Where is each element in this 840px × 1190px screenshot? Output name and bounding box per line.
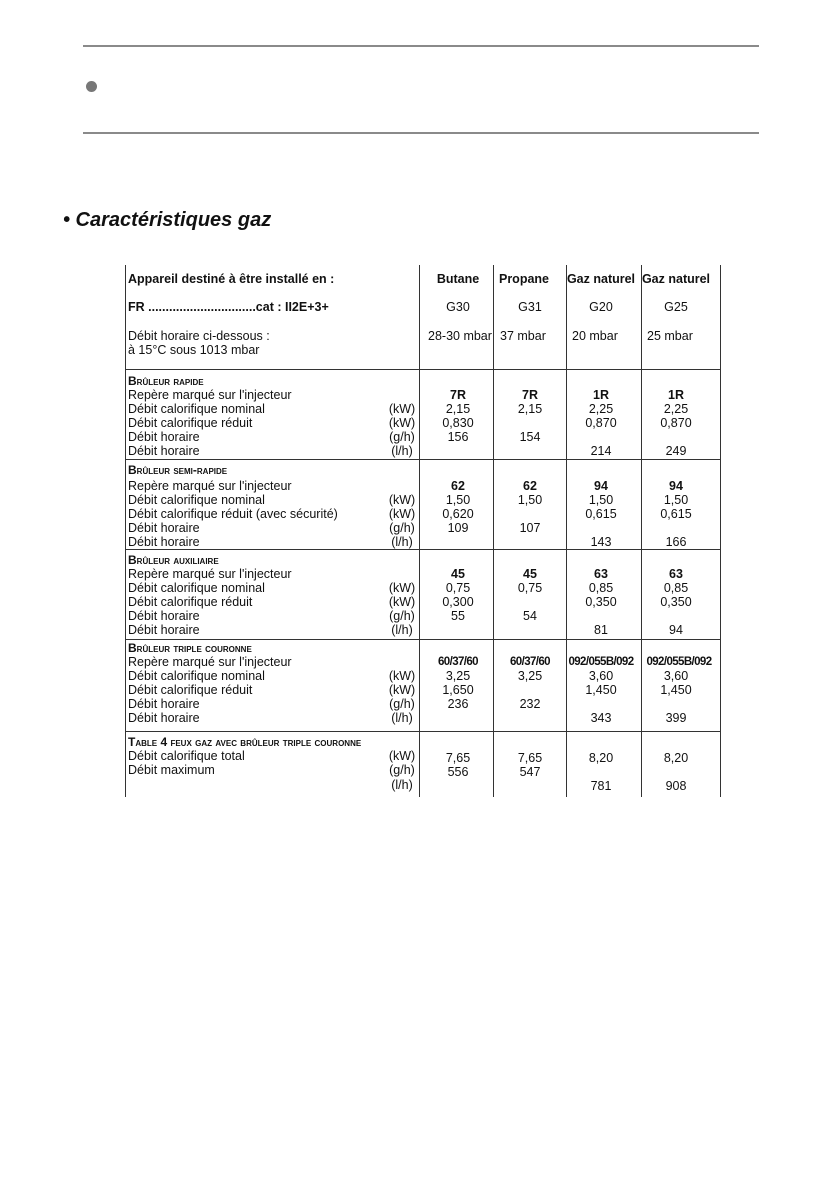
cell: 3,25 bbox=[517, 669, 543, 683]
row-label: Débit calorifique réduit bbox=[128, 595, 253, 609]
cell: 556 bbox=[447, 765, 469, 779]
cell: 249 bbox=[665, 444, 687, 458]
cell: 154 bbox=[519, 430, 541, 444]
row-unit: (kW) bbox=[388, 507, 416, 521]
cell: 908 bbox=[665, 779, 687, 793]
cell: 7,65 bbox=[517, 751, 543, 765]
column-header-g25 bbox=[636, 272, 716, 286]
cell: 1R bbox=[593, 388, 609, 402]
row-label: Débit horaire bbox=[128, 535, 200, 549]
column-pressure-g25: 25 mbar bbox=[647, 329, 693, 343]
row-divider bbox=[125, 639, 721, 640]
column-pressure-propane: 37 mbar bbox=[500, 329, 546, 343]
cell: 0,300 bbox=[442, 595, 474, 609]
cell: 7R bbox=[450, 388, 466, 402]
bottom-rule bbox=[83, 132, 759, 134]
header-debit-conditions: à 15°C sous 1013 mbar bbox=[128, 343, 260, 357]
section-title-auxiliary-burner: Brûleur auxiliaire bbox=[128, 553, 219, 567]
cell: 63 bbox=[669, 567, 683, 581]
row-unit: (g/h) bbox=[389, 697, 415, 711]
cell: 0,830 bbox=[442, 416, 474, 430]
cell: 55 bbox=[451, 609, 465, 623]
header-debit-note: Débit horaire ci-dessous : bbox=[128, 329, 270, 343]
cell: 3,60 bbox=[663, 669, 689, 683]
column-pressure-g20: 20 mbar bbox=[572, 329, 618, 343]
bullet-icon bbox=[86, 81, 97, 92]
cell: 7,65 bbox=[445, 751, 471, 765]
cell: 1,50 bbox=[663, 493, 689, 507]
column-header-g20 bbox=[563, 272, 639, 286]
cell: 1,50 bbox=[445, 493, 471, 507]
cell: 3,60 bbox=[588, 669, 614, 683]
cell: 1,50 bbox=[588, 493, 614, 507]
cell: 092/055B/092 bbox=[568, 656, 634, 668]
row-unit: (kW) bbox=[388, 749, 416, 763]
row-unit: (l/h) bbox=[391, 535, 413, 549]
row-divider bbox=[125, 369, 721, 370]
cell: 1,450 bbox=[660, 683, 692, 697]
cell: 399 bbox=[665, 711, 687, 725]
section-title-triple-crown-burner: Brûleur triple couronne bbox=[128, 641, 252, 655]
row-label: Débit maximum bbox=[128, 763, 215, 777]
cell: 109 bbox=[447, 521, 469, 535]
cell: 2,25 bbox=[663, 402, 689, 416]
column-header-g25-name: Gaz naturel bbox=[641, 272, 711, 286]
cell: 143 bbox=[590, 535, 612, 549]
row-label: Débit horaire bbox=[128, 623, 200, 637]
row-label: Débit horaire bbox=[128, 609, 200, 623]
column-header-propane: Propane bbox=[498, 272, 549, 286]
row-unit: (kW) bbox=[388, 416, 416, 430]
row-label: Débit horaire bbox=[128, 521, 200, 535]
cell: 45 bbox=[523, 567, 537, 581]
cell: 0,620 bbox=[442, 507, 474, 521]
row-unit: (g/h) bbox=[389, 521, 415, 535]
cell: 7R bbox=[522, 388, 538, 402]
row-label: Débit calorifique nominal bbox=[128, 581, 265, 595]
column-header-butane: Butane bbox=[436, 272, 480, 286]
row-label: Débit calorifique nominal bbox=[128, 493, 265, 507]
row-unit: (g/h) bbox=[389, 609, 415, 623]
cell: 1R bbox=[668, 388, 684, 402]
cell: 0,350 bbox=[660, 595, 692, 609]
column-code-propane: G31 bbox=[518, 300, 542, 314]
cell: 8,20 bbox=[663, 751, 689, 765]
cell: 0,75 bbox=[517, 581, 543, 595]
column-pressure-butane: 28-30 mbar bbox=[428, 329, 492, 343]
row-label: Repère marqué sur l'injecteur bbox=[128, 567, 292, 581]
cell: 54 bbox=[523, 609, 537, 623]
row-unit: (l/h) bbox=[391, 444, 413, 458]
row-label: Débit calorifique réduit bbox=[128, 416, 253, 430]
column-header-g20-name: Gaz naturel bbox=[566, 272, 636, 286]
row-label: Repère marqué sur l'injecteur bbox=[128, 479, 292, 493]
cell: 0,85 bbox=[588, 581, 614, 595]
cell: 0,350 bbox=[585, 595, 617, 609]
cell: 0,870 bbox=[585, 416, 617, 430]
row-unit: (kW) bbox=[388, 669, 416, 683]
header-intro: Appareil destiné à être installé en : bbox=[128, 272, 335, 286]
cell: 3,25 bbox=[445, 669, 471, 683]
cell: 2,25 bbox=[588, 402, 614, 416]
cell: 781 bbox=[590, 779, 612, 793]
section-title: • Caractéristiques gaz bbox=[63, 209, 272, 231]
cell: 092/055B/092 bbox=[646, 656, 712, 668]
top-rule bbox=[83, 45, 759, 47]
cell: 107 bbox=[519, 521, 541, 535]
row-unit: (g/h) bbox=[389, 763, 415, 777]
cell: 0,75 bbox=[445, 581, 471, 595]
cell: 236 bbox=[447, 697, 469, 711]
cell: 60/37/60 bbox=[438, 656, 478, 668]
cell: 166 bbox=[665, 535, 687, 549]
column-code-butane: G30 bbox=[446, 300, 470, 314]
row-label: Débit horaire bbox=[128, 711, 200, 725]
cell: 62 bbox=[451, 479, 465, 493]
cell: 214 bbox=[590, 444, 612, 458]
row-unit: (kW) bbox=[388, 581, 416, 595]
row-unit: (l/h) bbox=[391, 623, 413, 637]
section-title-rapid-burner: Brûleur rapide bbox=[128, 374, 204, 388]
row-label: Repère marqué sur l'injecteur bbox=[128, 655, 292, 669]
row-unit: (kW) bbox=[388, 595, 416, 609]
cell: 2,15 bbox=[445, 402, 471, 416]
row-unit: (g/h) bbox=[389, 430, 415, 444]
row-unit: (kW) bbox=[388, 493, 416, 507]
header-country: FR ...............................cat : II2E+3+ bbox=[128, 300, 329, 314]
column-code-g20: G20 bbox=[589, 300, 613, 314]
row-label: Débit calorifique nominal bbox=[128, 402, 265, 416]
cell: 94 bbox=[669, 623, 683, 637]
cell: 94 bbox=[669, 479, 683, 493]
cell: 0,870 bbox=[660, 416, 692, 430]
row-label: Débit calorifique total bbox=[128, 749, 245, 763]
row-unit: (l/h) bbox=[391, 711, 413, 725]
table-left-border bbox=[125, 265, 126, 797]
row-label: Débit horaire bbox=[128, 697, 200, 711]
cell: 0,615 bbox=[660, 507, 692, 521]
cell: 60/37/60 bbox=[510, 656, 550, 668]
row-unit: (kW) bbox=[388, 683, 416, 697]
cell: 232 bbox=[519, 697, 541, 711]
row-unit: (l/h) bbox=[391, 778, 413, 792]
row-divider bbox=[125, 549, 721, 550]
cell: 1,50 bbox=[517, 493, 543, 507]
row-divider bbox=[125, 459, 721, 460]
cell: 343 bbox=[590, 711, 612, 725]
cell: 0,615 bbox=[585, 507, 617, 521]
row-divider bbox=[125, 731, 721, 732]
row-label: Repère marqué sur l'injecteur bbox=[128, 388, 292, 402]
cell: 2,15 bbox=[517, 402, 543, 416]
column-code-g25: G25 bbox=[664, 300, 688, 314]
row-label: Débit calorifique réduit (avec sécurité) bbox=[128, 507, 338, 521]
cell: 62 bbox=[523, 479, 537, 493]
row-label: Débit calorifique réduit bbox=[128, 683, 253, 697]
row-label: Débit calorifique nominal bbox=[128, 669, 265, 683]
cell: 63 bbox=[594, 567, 608, 581]
row-label: Débit horaire bbox=[128, 444, 200, 458]
table-right-border bbox=[720, 265, 721, 797]
cell: 45 bbox=[451, 567, 465, 581]
cell: 1,650 bbox=[442, 683, 474, 697]
cell: 8,20 bbox=[588, 751, 614, 765]
cell: 94 bbox=[594, 479, 608, 493]
gas-characteristics-table bbox=[125, 265, 721, 797]
section-title-semi-rapid-burner: Brûleur semi-rapide bbox=[128, 463, 228, 477]
cell: 156 bbox=[447, 430, 469, 444]
row-label: Débit horaire bbox=[128, 430, 200, 444]
cell: 1,450 bbox=[585, 683, 617, 697]
cell: 547 bbox=[519, 765, 541, 779]
table-divider-label bbox=[419, 265, 420, 797]
row-unit: (kW) bbox=[388, 402, 416, 416]
cell: 81 bbox=[594, 623, 608, 637]
cell: 0,85 bbox=[663, 581, 689, 595]
section-title-cooktop-total: Table 4 feux gaz avec brûleur triple couronne bbox=[128, 735, 362, 749]
